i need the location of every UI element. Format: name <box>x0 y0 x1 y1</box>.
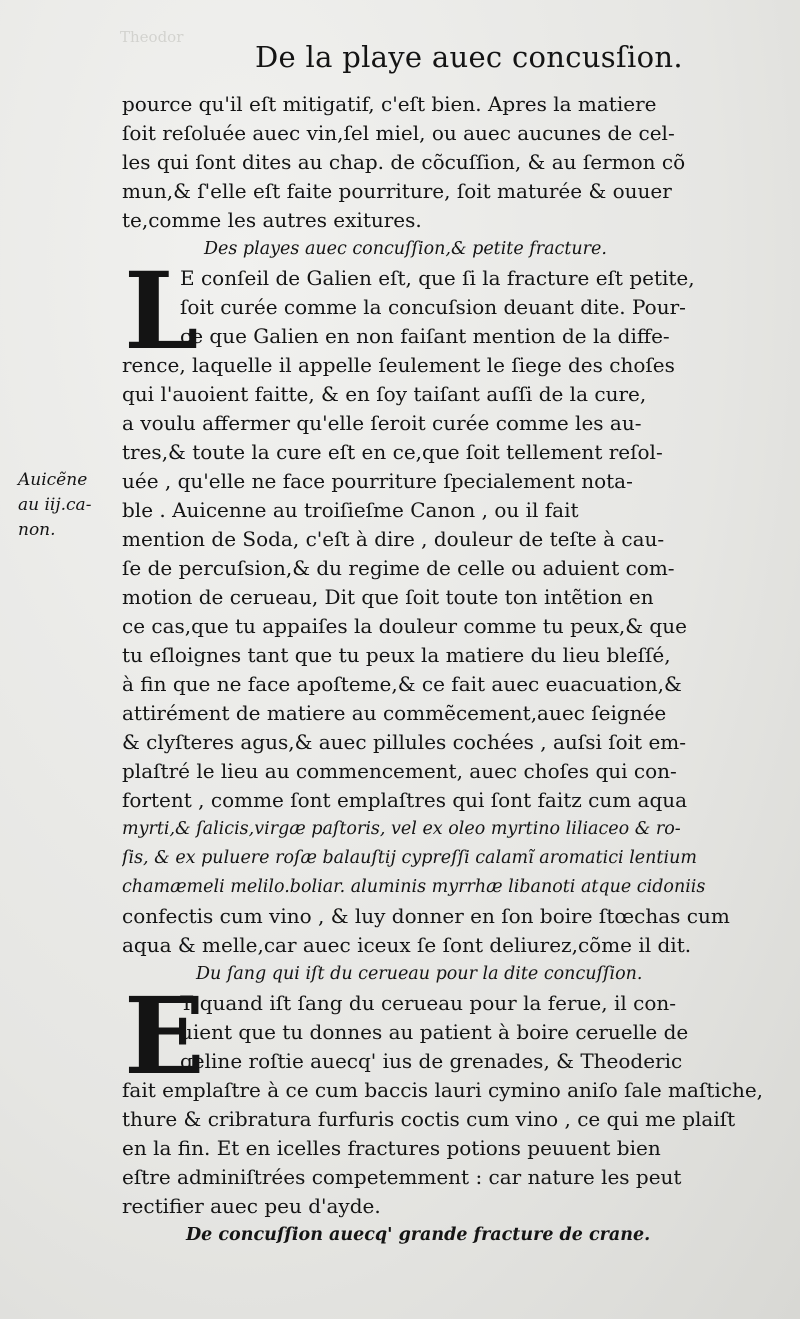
margin-note-line: au iij.ca- <box>18 495 92 515</box>
margin-note-line: non. <box>18 520 56 540</box>
text-line: fait emplaſtre à ce cum baccis lauri cymino aniſo ſale maſtiche, <box>122 1078 764 1102</box>
text-line: aqua & melle,car auec iceux ſe ſont deliurez,cõme il dit. <box>122 933 692 957</box>
text-line: les qui ſont dites au chap. de cõcuſſion, & au ſermon cõ <box>122 150 686 174</box>
text-line: thure & cribratura furfuris coctis cum vino , ce qui me plaiſt <box>122 1107 736 1131</box>
text-line: plaſtré le lieu au commencement, auec choſes qui con- <box>122 759 677 783</box>
text-line: geline roſtie auecq' ius de grenades, & Theoderic <box>180 1049 683 1073</box>
text-line: uient que tu donnes au patient à boire ceruelle de <box>180 1020 689 1044</box>
text-line: à fin que ne face apoſteme,& ce fait auec euacuation,& <box>122 672 682 696</box>
text-line: ble . Auicenne au troiſieſme Canon , ou il fait <box>122 498 579 522</box>
text-line: T quand iſt ſang du cerueau pour la ferue, il con- <box>180 991 677 1015</box>
section-heading: Des playes auec concuſſion,& petite fracture. <box>204 239 607 259</box>
text-line: E conſeil de Galien eſt, que ſi la fracture eſt petite, <box>180 266 695 290</box>
text-line: tres,& toute la cure eſt en ce,que ſoit tellement reſol- <box>122 440 663 464</box>
text-line: mun,& ſ'elle eſt faite pourriture, ſoit maturée & ouuer <box>122 179 672 203</box>
margin-note-line: Auicẽne <box>18 470 88 490</box>
text-line: ce cas,que tu appaiſes la douleur comme tu peux,& que <box>122 614 687 638</box>
text-line: ſoit reſoluée auec vin,ſel miel, ou auec aucunes de cel- <box>122 121 675 145</box>
bleed-through-text: Theodor <box>120 28 184 46</box>
text-line: te,comme les autres exitures. <box>122 208 422 232</box>
text-line: rence, laquelle il appelle ſeulement le ſiege des choſes <box>122 353 675 377</box>
text-line: ſoit curée comme la concuſsion deuant dite. Pour- <box>180 295 686 319</box>
text-line: ſis, & ex puluere roſæ balauſtij cypreſſi calamĩ aromatici lentium <box>122 848 697 868</box>
text-line: mention de Soda, c'eſt à dire , douleur de teſte à cau- <box>122 527 665 551</box>
text-line: tu eſloignes tant que tu peux la matiere du lieu bleſſé, <box>122 643 671 667</box>
drop-cap: L <box>124 248 199 373</box>
text-line: fortent , comme ſont emplaſtres qui ſont faitz cum aqua <box>122 788 688 812</box>
section-heading: Du ſang qui iſt du cerueau pour la dite concuſſion. <box>196 964 643 984</box>
text-line: motion de cerueau, Dit que ſoit toute ton intẽtion en <box>122 585 654 609</box>
text-line: ce que Galien en non faiſant mention de la diffe- <box>180 324 670 348</box>
text-line: confectis cum vino , & luy donner en ſon boire ſtœchas cum <box>122 904 730 928</box>
text-line: ſe de percuſsion,& du regime de celle ou aduient com- <box>122 556 675 580</box>
body-text <box>122 90 787 1250</box>
text-line: myrti,& ſalicis,virgæ paſtoris, vel ex oleo myrtino liliaceo & ro- <box>122 819 681 839</box>
text-line: eſtre adminiſtrées competemment : car nature les peut <box>122 1165 682 1189</box>
text-line: qui l'auoient faitte, & en ſoy taiſant auſſi de la cure, <box>122 382 647 406</box>
text-line: & clyſteres agus,& auec pillules cochées , auſsi ſoit em- <box>122 730 687 754</box>
paragraph-1 <box>122 90 787 235</box>
text-line: chamæmeli melilo.boliar. aluminis myrrhæ libanoti atque cidoniis <box>122 877 706 897</box>
text-line: uée , qu'elle ne face pourriture ſpecialement nota- <box>122 469 633 493</box>
section-heading: De concuſſion auecq' grande fracture de crane. <box>186 1225 651 1245</box>
running-header: De la playe auec concusſion. <box>255 40 683 74</box>
margin-note <box>18 468 118 543</box>
text-line: rectifier auec peu d'ayde. <box>122 1194 381 1218</box>
text-line: a voulu affermer qu'elle ſeroit curée comme les au- <box>122 411 642 435</box>
text-line: en la fin. Et en icelles fractures potions peuuent bien <box>122 1136 661 1160</box>
text-line: pource qu'il eſt mitigatif, c'eſt bien. Apres la matiere <box>122 92 657 116</box>
drop-cap: E <box>124 973 205 1098</box>
text-line: attirément de matiere au commẽcement,auec ſeignée <box>122 701 667 725</box>
